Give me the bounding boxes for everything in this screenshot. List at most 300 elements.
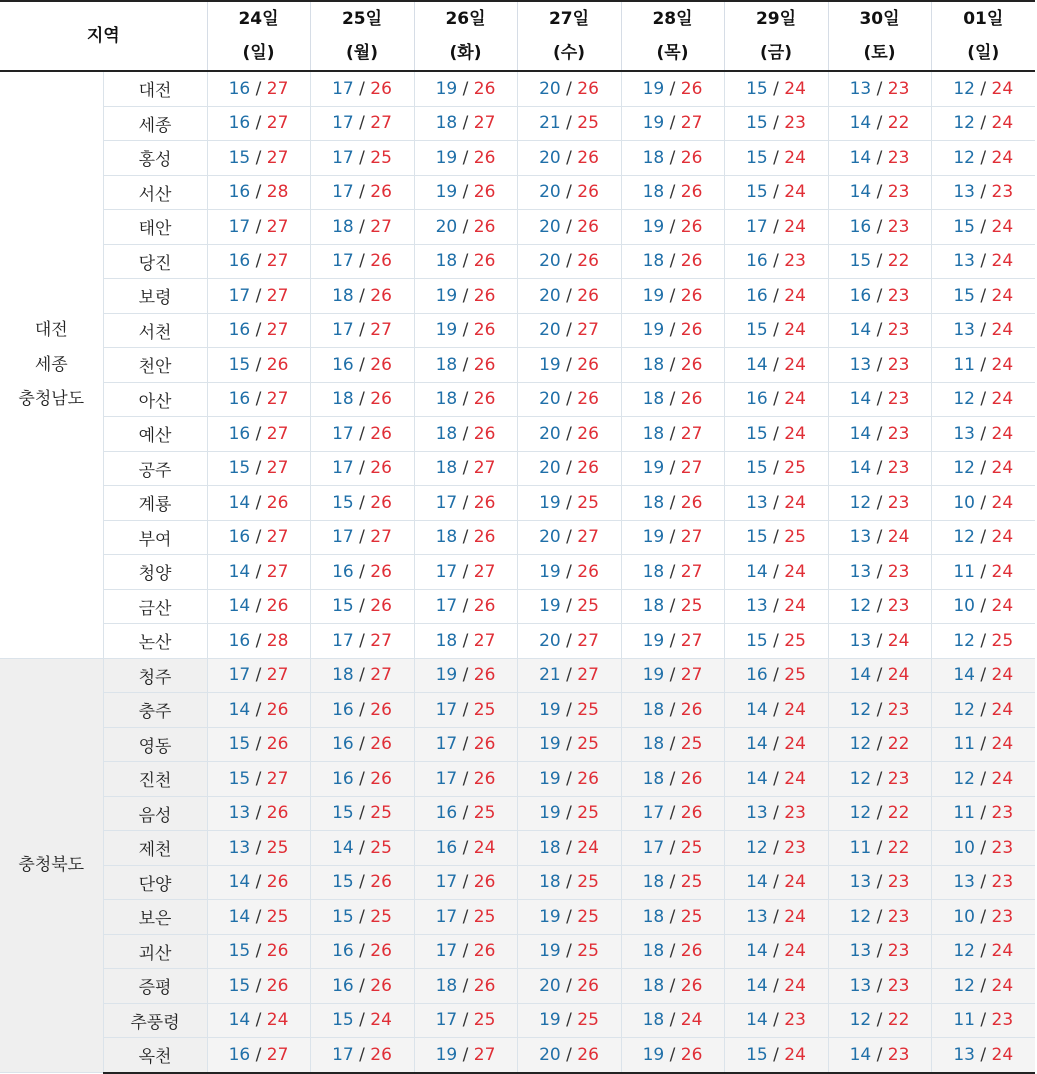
temp-separator: / bbox=[255, 389, 262, 410]
temp-cell bbox=[207, 313, 310, 348]
low-temp: 12 bbox=[953, 699, 975, 720]
temp-separator: / bbox=[876, 699, 883, 720]
low-temp: 17 bbox=[435, 596, 458, 617]
temp-separator: / bbox=[773, 803, 779, 824]
low-temp: 11 bbox=[953, 803, 975, 824]
high-temp: 24 bbox=[991, 941, 1014, 962]
low-temp: 16 bbox=[746, 285, 768, 306]
low-temp: 16 bbox=[228, 389, 251, 410]
high-temp: 26 bbox=[577, 251, 599, 272]
temp-separator: / bbox=[255, 182, 262, 203]
high-temp: 23 bbox=[887, 596, 910, 617]
high-temp: 27 bbox=[473, 630, 496, 651]
low-temp: 19 bbox=[435, 1044, 458, 1065]
temp-cell bbox=[828, 313, 931, 348]
high-temp: 25 bbox=[577, 492, 599, 513]
temp-separator: / bbox=[980, 182, 987, 203]
low-temp: 14 bbox=[228, 699, 251, 720]
temp-separator: / bbox=[255, 354, 262, 375]
temp-cell bbox=[517, 934, 621, 969]
temp-cell bbox=[414, 624, 517, 659]
temp-separator: / bbox=[773, 285, 779, 306]
high-temp: 26 bbox=[370, 734, 392, 755]
low-temp: 14 bbox=[953, 665, 975, 686]
low-temp: 16 bbox=[746, 251, 768, 272]
high-temp: 26 bbox=[680, 803, 703, 824]
low-temp: 14 bbox=[228, 1010, 251, 1031]
low-temp: 12 bbox=[953, 527, 975, 548]
temp-separator: / bbox=[462, 665, 469, 686]
high-temp: 23 bbox=[991, 803, 1014, 824]
temp-separator: / bbox=[669, 837, 676, 858]
temp-separator: / bbox=[462, 216, 469, 237]
temp-separator: / bbox=[359, 492, 365, 513]
table-row bbox=[0, 693, 1035, 728]
low-temp: 16 bbox=[228, 630, 251, 651]
temp-separator: / bbox=[566, 803, 572, 824]
high-temp: 26 bbox=[266, 492, 289, 513]
city-name: 논산 bbox=[103, 624, 207, 659]
low-temp: 20 bbox=[539, 389, 561, 410]
table-row bbox=[0, 210, 1035, 245]
high-temp: 23 bbox=[991, 906, 1014, 927]
high-temp: 27 bbox=[370, 113, 392, 134]
high-temp: 26 bbox=[473, 734, 496, 755]
temp-cell bbox=[414, 382, 517, 417]
temp-cell bbox=[931, 555, 1035, 590]
temp-separator: / bbox=[980, 251, 987, 272]
low-temp: 19 bbox=[539, 561, 561, 582]
low-temp: 18 bbox=[435, 113, 458, 134]
temp-cell bbox=[207, 658, 310, 693]
temp-separator: / bbox=[566, 458, 572, 479]
low-temp: 15 bbox=[746, 1044, 768, 1065]
temp-cell bbox=[207, 141, 310, 176]
low-temp: 16 bbox=[228, 113, 251, 134]
low-temp: 14 bbox=[849, 182, 872, 203]
temp-separator: / bbox=[359, 596, 365, 617]
temp-separator: / bbox=[876, 941, 883, 962]
high-temp: 26 bbox=[680, 389, 703, 410]
high-temp: 27 bbox=[266, 216, 289, 237]
low-temp: 13 bbox=[849, 975, 872, 996]
temp-cell bbox=[310, 658, 414, 693]
low-temp: 17 bbox=[332, 182, 354, 203]
low-temp: 18 bbox=[332, 389, 354, 410]
low-temp: 18 bbox=[332, 665, 354, 686]
high-temp: 24 bbox=[991, 458, 1014, 479]
low-temp: 20 bbox=[539, 147, 561, 168]
temp-cell bbox=[517, 486, 621, 521]
high-temp: 23 bbox=[784, 113, 806, 134]
table-row bbox=[0, 279, 1035, 314]
high-temp: 23 bbox=[887, 354, 910, 375]
temp-separator: / bbox=[255, 147, 262, 168]
temp-separator: / bbox=[566, 975, 572, 996]
low-temp: 15 bbox=[849, 251, 872, 272]
temp-separator: / bbox=[980, 768, 987, 789]
low-temp: 10 bbox=[953, 492, 975, 513]
temp-cell bbox=[931, 624, 1035, 659]
high-temp: 27 bbox=[266, 1044, 289, 1065]
high-temp: 26 bbox=[266, 699, 289, 720]
temp-cell bbox=[310, 141, 414, 176]
low-temp: 15 bbox=[746, 630, 768, 651]
temp-cell bbox=[724, 1038, 828, 1073]
low-temp: 19 bbox=[435, 147, 458, 168]
temp-cell bbox=[724, 106, 828, 141]
low-temp: 11 bbox=[849, 837, 872, 858]
temp-cell bbox=[310, 624, 414, 659]
low-temp: 14 bbox=[746, 768, 768, 789]
high-temp: 23 bbox=[887, 458, 910, 479]
low-temp: 15 bbox=[332, 906, 354, 927]
temp-separator: / bbox=[359, 699, 365, 720]
temp-separator: / bbox=[773, 527, 779, 548]
temp-separator: / bbox=[255, 803, 262, 824]
temp-separator: / bbox=[773, 1044, 779, 1065]
temp-separator: / bbox=[773, 872, 779, 893]
temp-cell bbox=[621, 279, 724, 314]
temp-separator: / bbox=[773, 837, 779, 858]
temp-cell bbox=[207, 762, 310, 797]
high-temp: 26 bbox=[473, 182, 496, 203]
low-temp: 14 bbox=[228, 596, 251, 617]
high-temp: 26 bbox=[680, 78, 703, 99]
table-header bbox=[0, 1, 1035, 71]
low-temp: 18 bbox=[642, 734, 665, 755]
temp-cell bbox=[517, 1038, 621, 1073]
high-temp: 24 bbox=[784, 561, 806, 582]
temp-separator: / bbox=[566, 941, 572, 962]
high-temp: 27 bbox=[680, 527, 703, 548]
high-temp: 27 bbox=[266, 423, 289, 444]
low-temp: 14 bbox=[849, 423, 872, 444]
low-temp: 17 bbox=[228, 216, 251, 237]
high-temp: 26 bbox=[577, 182, 599, 203]
low-temp: 19 bbox=[539, 906, 561, 927]
city-name: 태안 bbox=[103, 210, 207, 245]
high-temp: 26 bbox=[266, 734, 289, 755]
high-temp: 26 bbox=[370, 389, 392, 410]
temp-separator: / bbox=[876, 837, 883, 858]
temp-cell bbox=[828, 348, 931, 383]
temp-cell bbox=[724, 865, 828, 900]
temp-cell bbox=[414, 658, 517, 693]
temp-cell bbox=[931, 141, 1035, 176]
temp-cell bbox=[931, 727, 1035, 762]
high-temp: 25 bbox=[473, 1010, 496, 1031]
day-header bbox=[724, 1, 828, 71]
high-temp: 25 bbox=[266, 837, 289, 858]
high-temp: 22 bbox=[887, 113, 910, 134]
temp-cell bbox=[931, 348, 1035, 383]
temp-cell bbox=[207, 865, 310, 900]
high-temp: 27 bbox=[577, 527, 599, 548]
high-temp: 24 bbox=[991, 561, 1014, 582]
temp-cell bbox=[207, 589, 310, 624]
high-temp: 25 bbox=[473, 906, 496, 927]
temp-separator: / bbox=[773, 216, 779, 237]
temp-cell bbox=[724, 382, 828, 417]
high-temp: 26 bbox=[370, 78, 392, 99]
temp-cell bbox=[414, 831, 517, 866]
table-row bbox=[0, 555, 1035, 590]
temp-separator: / bbox=[669, 113, 676, 134]
city-name: 당진 bbox=[103, 244, 207, 279]
low-temp: 17 bbox=[332, 147, 354, 168]
temp-cell bbox=[828, 693, 931, 728]
temp-separator: / bbox=[773, 596, 779, 617]
table-row bbox=[0, 313, 1035, 348]
temp-cell bbox=[828, 71, 931, 106]
temp-cell bbox=[414, 210, 517, 245]
temp-cell bbox=[310, 865, 414, 900]
low-temp: 17 bbox=[746, 216, 768, 237]
high-temp: 26 bbox=[370, 975, 392, 996]
low-temp: 13 bbox=[849, 941, 872, 962]
region-cell bbox=[0, 71, 103, 658]
high-temp: 24 bbox=[991, 78, 1014, 99]
low-temp: 17 bbox=[332, 458, 354, 479]
temp-separator: / bbox=[773, 182, 779, 203]
low-temp: 16 bbox=[435, 837, 458, 858]
high-temp: 23 bbox=[887, 699, 910, 720]
high-temp: 24 bbox=[784, 975, 806, 996]
temp-separator: / bbox=[255, 527, 262, 548]
temp-cell bbox=[828, 417, 931, 452]
low-temp: 18 bbox=[435, 251, 458, 272]
low-temp: 16 bbox=[332, 768, 354, 789]
high-temp: 26 bbox=[370, 561, 392, 582]
temp-cell bbox=[414, 727, 517, 762]
low-temp: 15 bbox=[746, 182, 768, 203]
low-temp: 17 bbox=[435, 561, 458, 582]
temp-cell bbox=[310, 382, 414, 417]
low-temp: 15 bbox=[746, 147, 768, 168]
temp-cell bbox=[621, 106, 724, 141]
temp-cell bbox=[517, 244, 621, 279]
low-temp: 12 bbox=[953, 147, 975, 168]
city-name: 공주 bbox=[103, 451, 207, 486]
high-temp: 26 bbox=[680, 1044, 703, 1065]
temp-cell bbox=[414, 934, 517, 969]
high-temp: 24 bbox=[784, 389, 806, 410]
temp-cell bbox=[414, 969, 517, 1004]
high-temp: 25 bbox=[577, 803, 599, 824]
low-temp: 12 bbox=[953, 113, 975, 134]
high-temp: 27 bbox=[577, 665, 599, 686]
high-temp: 27 bbox=[680, 561, 703, 582]
temp-separator: / bbox=[876, 78, 883, 99]
high-temp: 23 bbox=[887, 78, 910, 99]
temp-separator: / bbox=[359, 975, 365, 996]
day-of-week: (토) bbox=[863, 43, 896, 63]
temp-separator: / bbox=[980, 320, 987, 341]
temp-separator: / bbox=[669, 906, 676, 927]
high-temp: 24 bbox=[991, 285, 1014, 306]
temp-cell bbox=[724, 71, 828, 106]
temp-cell bbox=[414, 175, 517, 210]
low-temp: 19 bbox=[435, 665, 458, 686]
temp-cell bbox=[828, 762, 931, 797]
temp-cell bbox=[931, 175, 1035, 210]
temp-cell bbox=[517, 348, 621, 383]
temp-cell bbox=[931, 589, 1035, 624]
city-name: 추풍령 bbox=[103, 1003, 207, 1038]
temp-separator: / bbox=[669, 803, 676, 824]
temp-cell bbox=[414, 693, 517, 728]
day-header bbox=[517, 1, 621, 71]
low-temp: 15 bbox=[228, 734, 251, 755]
temp-cell bbox=[724, 520, 828, 555]
high-temp: 27 bbox=[680, 665, 703, 686]
city-name: 계룡 bbox=[103, 486, 207, 521]
day-of-week: (일) bbox=[242, 43, 275, 63]
high-temp: 23 bbox=[887, 423, 910, 444]
table-row bbox=[0, 106, 1035, 141]
low-temp: 15 bbox=[332, 1010, 354, 1031]
temp-separator: / bbox=[255, 665, 262, 686]
high-temp: 24 bbox=[784, 354, 806, 375]
day-of-week: (월) bbox=[346, 43, 378, 63]
temp-separator: / bbox=[462, 768, 469, 789]
low-temp: 14 bbox=[746, 872, 768, 893]
temp-cell bbox=[621, 624, 724, 659]
low-temp: 18 bbox=[642, 251, 665, 272]
low-temp: 16 bbox=[228, 78, 251, 99]
low-temp: 11 bbox=[953, 354, 975, 375]
low-temp: 17 bbox=[642, 803, 665, 824]
temp-separator: / bbox=[255, 768, 262, 789]
high-temp: 26 bbox=[680, 354, 703, 375]
high-temp: 24 bbox=[784, 768, 806, 789]
low-temp: 13 bbox=[746, 906, 768, 927]
temp-cell bbox=[414, 313, 517, 348]
high-temp: 26 bbox=[370, 768, 392, 789]
high-temp: 23 bbox=[887, 1044, 910, 1065]
low-temp: 17 bbox=[332, 78, 354, 99]
high-temp: 23 bbox=[887, 941, 910, 962]
temp-separator: / bbox=[876, 147, 883, 168]
high-temp: 24 bbox=[784, 734, 806, 755]
temp-separator: / bbox=[669, 768, 676, 789]
temp-separator: / bbox=[566, 320, 572, 341]
high-temp: 23 bbox=[991, 837, 1014, 858]
region-header: 지역 bbox=[0, 1, 207, 71]
low-temp: 18 bbox=[332, 285, 354, 306]
low-temp: 15 bbox=[332, 803, 354, 824]
temp-cell bbox=[828, 969, 931, 1004]
temp-separator: / bbox=[876, 768, 883, 789]
temp-cell bbox=[414, 555, 517, 590]
table-row bbox=[0, 486, 1035, 521]
temp-cell bbox=[621, 658, 724, 693]
high-temp: 24 bbox=[784, 423, 806, 444]
temp-separator: / bbox=[359, 285, 365, 306]
temp-separator: / bbox=[566, 423, 572, 444]
low-temp: 14 bbox=[746, 734, 768, 755]
temp-separator: / bbox=[980, 458, 987, 479]
temp-cell bbox=[207, 624, 310, 659]
temp-cell bbox=[621, 1038, 724, 1073]
high-temp: 26 bbox=[370, 354, 392, 375]
high-temp: 28 bbox=[266, 630, 289, 651]
low-temp: 19 bbox=[435, 320, 458, 341]
temp-cell bbox=[828, 210, 931, 245]
high-temp: 26 bbox=[577, 975, 599, 996]
temp-cell bbox=[828, 141, 931, 176]
temp-separator: / bbox=[255, 596, 262, 617]
table-row bbox=[0, 71, 1035, 106]
temp-separator: / bbox=[359, 458, 365, 479]
low-temp: 15 bbox=[746, 78, 768, 99]
temp-cell bbox=[621, 71, 724, 106]
temp-cell bbox=[517, 555, 621, 590]
temp-separator: / bbox=[255, 699, 262, 720]
day-date: 28일 bbox=[652, 9, 693, 29]
table-row bbox=[0, 520, 1035, 555]
day-header bbox=[621, 1, 724, 71]
low-temp: 20 bbox=[539, 285, 561, 306]
temp-cell bbox=[517, 1003, 621, 1038]
low-temp: 17 bbox=[435, 941, 458, 962]
temp-separator: / bbox=[980, 285, 987, 306]
temp-separator: / bbox=[359, 872, 365, 893]
low-temp: 17 bbox=[332, 527, 354, 548]
temp-cell bbox=[724, 589, 828, 624]
temp-cell bbox=[310, 520, 414, 555]
low-temp: 20 bbox=[539, 527, 561, 548]
temp-separator: / bbox=[462, 78, 469, 99]
high-temp: 27 bbox=[266, 320, 289, 341]
region-name: 세종 bbox=[34, 354, 68, 375]
high-temp: 27 bbox=[577, 320, 599, 341]
low-temp: 18 bbox=[642, 182, 665, 203]
low-temp: 18 bbox=[642, 423, 665, 444]
temp-cell bbox=[310, 175, 414, 210]
temp-separator: / bbox=[566, 1010, 572, 1031]
low-temp: 12 bbox=[953, 78, 975, 99]
low-temp: 18 bbox=[435, 423, 458, 444]
temp-separator: / bbox=[359, 941, 365, 962]
temp-separator: / bbox=[255, 734, 262, 755]
temp-cell bbox=[207, 451, 310, 486]
temp-cell bbox=[207, 796, 310, 831]
high-temp: 26 bbox=[473, 285, 496, 306]
temp-separator: / bbox=[462, 872, 469, 893]
temp-cell bbox=[724, 417, 828, 452]
temp-cell bbox=[310, 831, 414, 866]
temp-separator: / bbox=[359, 906, 365, 927]
table-row bbox=[0, 762, 1035, 797]
temp-separator: / bbox=[876, 1044, 883, 1065]
high-temp: 26 bbox=[473, 492, 496, 513]
temp-cell bbox=[828, 624, 931, 659]
temp-cell bbox=[724, 969, 828, 1004]
high-temp: 26 bbox=[577, 285, 599, 306]
temp-separator: / bbox=[773, 906, 779, 927]
low-temp: 14 bbox=[746, 975, 768, 996]
temp-separator: / bbox=[566, 596, 572, 617]
region-cell bbox=[0, 658, 103, 1073]
temp-separator: / bbox=[876, 561, 883, 582]
low-temp: 18 bbox=[435, 975, 458, 996]
low-temp: 14 bbox=[849, 320, 872, 341]
temp-separator: / bbox=[669, 389, 676, 410]
low-temp: 21 bbox=[539, 665, 561, 686]
temp-cell bbox=[517, 71, 621, 106]
